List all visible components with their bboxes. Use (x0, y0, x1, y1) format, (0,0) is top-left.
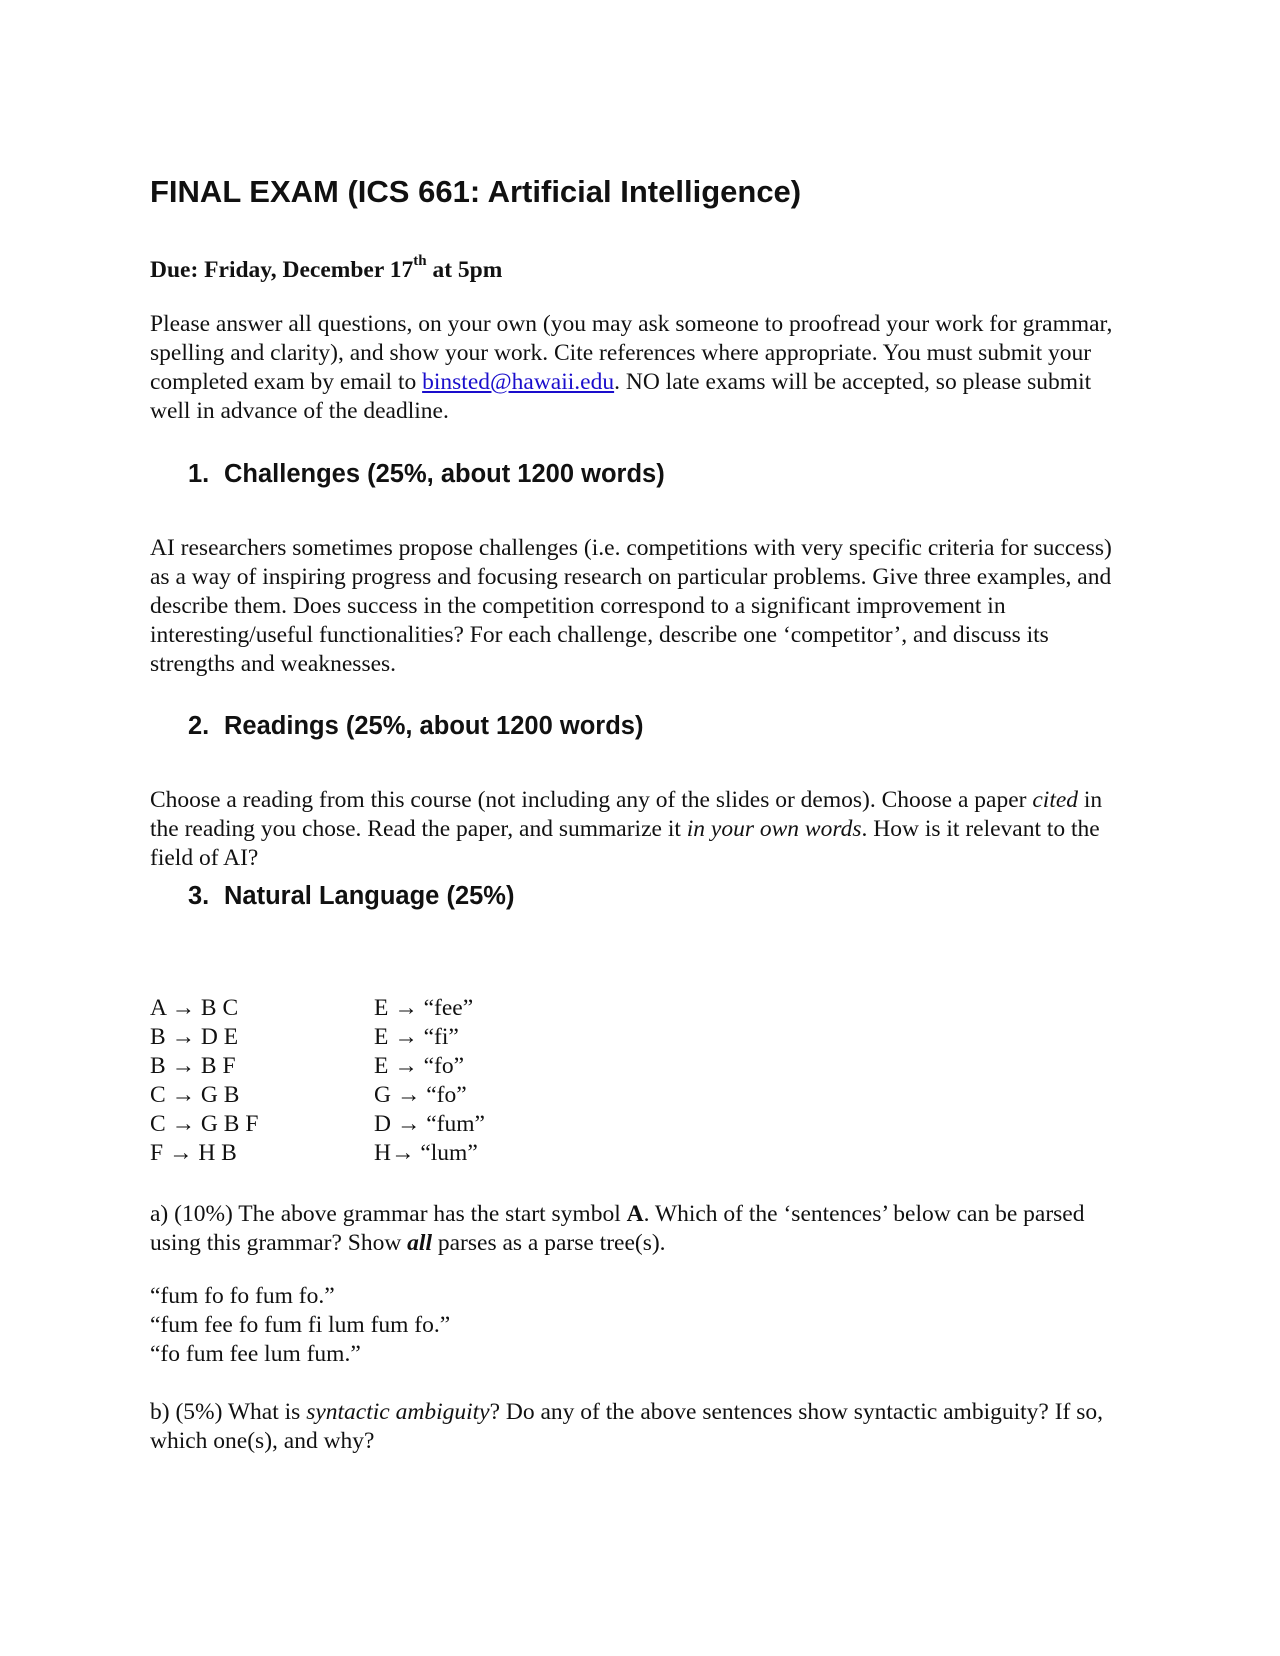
sentence-list (150, 1282, 450, 1369)
emphasis-all: all (407, 1230, 432, 1256)
grammar-rule: B → B F (150, 1053, 236, 1079)
section-2-body (150, 786, 1130, 873)
section-1-title: Challenges (25%, about 1200 words) (224, 460, 665, 488)
intro-paragraph (150, 310, 1130, 426)
section-2-italic: in your own words (686, 816, 862, 842)
lexical-rule: G → “fo” (374, 1082, 467, 1108)
section-3-title: Natural Language (25%) (224, 882, 515, 910)
section-1-number: 1. (188, 460, 210, 488)
question-b-text: b) (5%) What is (150, 1399, 307, 1425)
sentence: “fum fo fo fum fo.” (150, 1283, 335, 1309)
question-b (150, 1398, 1130, 1456)
grammar-rule: C → G B (150, 1082, 240, 1108)
question-a (150, 1200, 1130, 1258)
section-2-italic: cited (1032, 787, 1079, 813)
section-3-heading (188, 880, 514, 912)
section-3-number: 3. (188, 882, 210, 910)
intro-text: Please answer all questions, on your own (you may ask someone to proofread your work for grammar, spelling and clarity), and show your work. Cite references where appropriate. You must submit your completed exam by email to (150, 311, 1113, 395)
due-date (150, 253, 503, 285)
section-2-title: Readings (25%, about 1200 words) (224, 712, 644, 740)
due-date-text: Due: Friday, December 17 (150, 257, 414, 283)
grammar-rules-left (150, 994, 258, 1168)
section-2-text: in the reading you chose. Read the paper, and summarize it (150, 787, 1103, 842)
term-syntactic-ambiguity: syntactic ambiguity (306, 1399, 490, 1425)
lexical-rule: D → “fum” (374, 1111, 485, 1137)
sentence: “fo fum fee lum fum.” (150, 1341, 361, 1367)
section-2-text: Choose a reading from this course (not including any of the slides or demos). Choose a paper (150, 787, 1033, 813)
grammar-rule: B → D E (150, 1024, 239, 1050)
due-date-sup: th (413, 253, 427, 270)
section-2-number: 2. (188, 712, 210, 740)
due-date-time: at 5pm (426, 257, 503, 283)
intro-text-end: . NO late exams will be accepted, so please submit well in advance of the deadline. (150, 369, 1092, 424)
lexical-rule: H→ “lum” (374, 1140, 478, 1166)
lexical-rule: E → “fee” (374, 995, 474, 1021)
section-2-text: . How is it relevant to the field of AI? (150, 816, 1100, 871)
grammar-rule: F → H B (150, 1140, 237, 1166)
section-1-body: AI researchers sometimes propose challenges (i.e. competitions with very specific criteria for success) as a way of inspiring progress and focusing research on particular problems. Give three examples, and describe them. Does success in the competition correspond to a significant improvement in interesting/useful functionalities? For each challenge, describe one ‘competitor’, and discuss its strengths and weaknesses. (150, 535, 1112, 677)
lexical-rule: E → “fo” (374, 1053, 465, 1079)
start-symbol: A (626, 1201, 644, 1227)
question-a-text: parses as a parse tree(s). (431, 1230, 666, 1256)
grammar-rule: A → B C (150, 995, 239, 1021)
sentence: “fum fee fo fum fi lum fum fo.” (150, 1312, 451, 1338)
grammar-rule: C → G B F (150, 1111, 259, 1137)
email-link[interactable]: binsted@hawaii.edu (422, 369, 615, 395)
lexical-rule: E → “fi” (374, 1024, 459, 1050)
question-a-text: a) (10%) The above grammar has the start symbol (150, 1201, 627, 1227)
question-b-text: ? Do any of the above sentences show syntactic ambiguity? If so, which one(s), and why? (150, 1399, 1104, 1454)
page-title: FINAL EXAM (ICS 661: Artificial Intelligence) (150, 174, 802, 209)
section-2-heading (188, 710, 643, 742)
grammar-rules-right (374, 994, 485, 1168)
question-a-text: . Which of the ‘sentences’ below can be parsed using this grammar? Show (150, 1201, 1085, 1256)
section-1-heading (188, 458, 665, 490)
